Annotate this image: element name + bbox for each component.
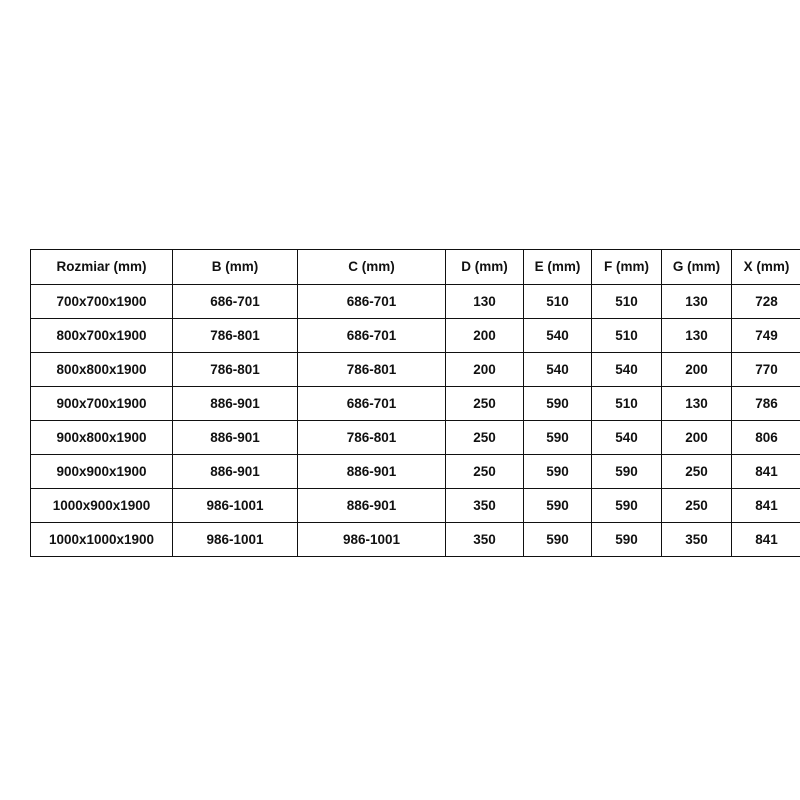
column-header-e: E (mm) (524, 250, 592, 285)
table-row (31, 353, 800, 387)
table-row (31, 489, 800, 523)
cell-x: 841 (732, 455, 800, 489)
cell-size: 1000x1000x1900 (31, 523, 173, 557)
cell-b: 886-901 (173, 387, 298, 421)
cell-c: 786-801 (298, 353, 446, 387)
cell-x: 749 (732, 319, 800, 353)
column-header-b: B (mm) (173, 250, 298, 285)
cell-d: 250 (446, 387, 524, 421)
column-header-d: D (mm) (446, 250, 524, 285)
column-header-c: C (mm) (298, 250, 446, 285)
cell-e: 540 (524, 319, 592, 353)
cell-d: 200 (446, 353, 524, 387)
table-body (31, 285, 800, 557)
cell-e: 510 (524, 285, 592, 319)
cell-f: 540 (592, 353, 662, 387)
cell-x: 728 (732, 285, 800, 319)
cell-size: 800x800x1900 (31, 353, 173, 387)
table-header (31, 250, 800, 285)
table-row (31, 421, 800, 455)
cell-d: 130 (446, 285, 524, 319)
cell-e: 590 (524, 523, 592, 557)
table-row (31, 523, 800, 557)
table-row (31, 387, 800, 421)
cell-f: 510 (592, 387, 662, 421)
column-header-size: Rozmiar (mm) (31, 250, 173, 285)
cell-c: 786-801 (298, 421, 446, 455)
cell-g: 250 (662, 489, 732, 523)
cell-g: 200 (662, 353, 732, 387)
cell-c: 886-901 (298, 455, 446, 489)
table-header-row (31, 250, 800, 285)
cell-e: 590 (524, 387, 592, 421)
cell-e: 540 (524, 353, 592, 387)
specification-table (30, 249, 800, 557)
cell-d: 250 (446, 421, 524, 455)
cell-size: 900x800x1900 (31, 421, 173, 455)
cell-x: 841 (732, 489, 800, 523)
cell-c: 686-701 (298, 319, 446, 353)
cell-f: 590 (592, 455, 662, 489)
cell-b: 986-1001 (173, 489, 298, 523)
cell-d: 350 (446, 523, 524, 557)
table-row (31, 285, 800, 319)
cell-f: 510 (592, 319, 662, 353)
cell-x: 770 (732, 353, 800, 387)
cell-size: 900x700x1900 (31, 387, 173, 421)
cell-b: 886-901 (173, 455, 298, 489)
cell-e: 590 (524, 455, 592, 489)
cell-g: 130 (662, 285, 732, 319)
cell-f: 540 (592, 421, 662, 455)
cell-size: 700x700x1900 (31, 285, 173, 319)
cell-e: 590 (524, 489, 592, 523)
column-header-g: G (mm) (662, 250, 732, 285)
cell-c: 686-701 (298, 285, 446, 319)
cell-x: 806 (732, 421, 800, 455)
cell-g: 130 (662, 387, 732, 421)
cell-g: 250 (662, 455, 732, 489)
cell-c: 686-701 (298, 387, 446, 421)
table-row (31, 455, 800, 489)
cell-c: 886-901 (298, 489, 446, 523)
cell-b: 886-901 (173, 421, 298, 455)
cell-e: 590 (524, 421, 592, 455)
cell-f: 590 (592, 489, 662, 523)
cell-f: 590 (592, 523, 662, 557)
cell-x: 841 (732, 523, 800, 557)
column-header-x: X (mm) (732, 250, 800, 285)
cell-b: 686-701 (173, 285, 298, 319)
cell-d: 250 (446, 455, 524, 489)
cell-size: 1000x900x1900 (31, 489, 173, 523)
cell-b: 986-1001 (173, 523, 298, 557)
cell-x: 786 (732, 387, 800, 421)
column-header-f: F (mm) (592, 250, 662, 285)
cell-b: 786-801 (173, 319, 298, 353)
cell-d: 350 (446, 489, 524, 523)
cell-d: 200 (446, 319, 524, 353)
cell-g: 200 (662, 421, 732, 455)
cell-c: 986-1001 (298, 523, 446, 557)
table-row (31, 319, 800, 353)
cell-f: 510 (592, 285, 662, 319)
cell-size: 800x700x1900 (31, 319, 173, 353)
cell-b: 786-801 (173, 353, 298, 387)
specification-table-container (30, 249, 790, 557)
cell-size: 900x900x1900 (31, 455, 173, 489)
cell-g: 350 (662, 523, 732, 557)
cell-g: 130 (662, 319, 732, 353)
